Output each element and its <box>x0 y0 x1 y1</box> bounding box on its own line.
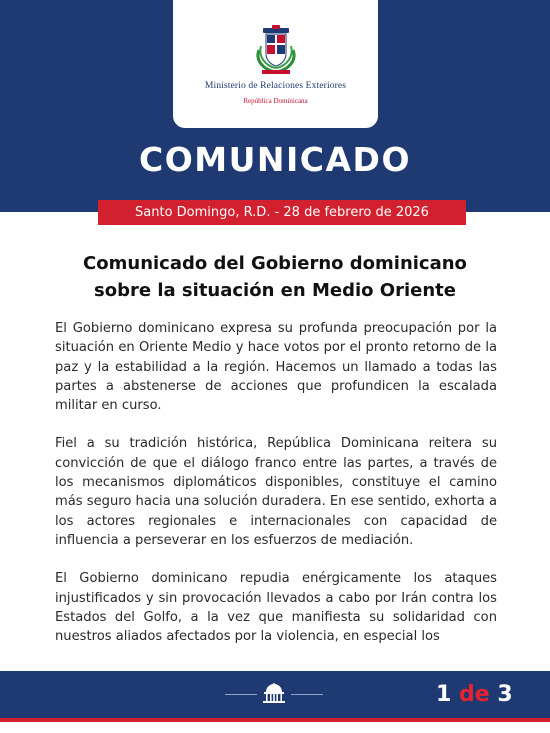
government-building-icon <box>262 683 286 705</box>
document-title <box>30 250 520 304</box>
ministry-subtitle: República Dominicana <box>243 97 308 105</box>
footer-divider-left <box>225 694 257 695</box>
ministry-name: Ministerio de Relaciones Exteriores <box>204 80 347 91</box>
paragraph: El Gobierno dominicano expresa su profunda preocupación por la situación en Oriente Medio y hace votos por el pronto retorno de la paz y la estabilidad a la región. Hacemos un llamado a todas las partes a abstenerse de acciones que profundicen la escalada militar en curso. <box>55 321 497 414</box>
footer-divider-right <box>291 694 323 695</box>
ministry-logo-card <box>173 0 378 128</box>
title-line-2: sobre la situación en Medio Oriente <box>94 280 456 301</box>
coat-of-arms-icon <box>253 24 299 76</box>
footer-stripe <box>0 718 550 722</box>
page-of: de <box>458 682 490 707</box>
page-indicator <box>436 682 513 710</box>
paragraph: El Gobierno dominicano repudia enérgicamente los ataques injustificados y sin provocación llevados a cabo por Irán contra los Estados del Golfo, a la vez que manifiesta su solidaridad con nuestros aliados afectados por la violencia, en especial los <box>55 571 497 645</box>
page-current: 1 <box>436 682 452 707</box>
page-total: 3 <box>497 682 513 707</box>
document-body <box>55 319 497 646</box>
headline: COMUNICADO <box>138 140 411 179</box>
date-banner: Santo Domingo, R.D. - 28 de febrero de 2026 <box>98 200 466 225</box>
title-line-1: Comunicado del Gobierno dominicano <box>83 253 467 274</box>
paragraph: Fiel a su tradición histórica, República Dominicana reitera su convicción de que el diálogo franco entre las partes, a través de los mecanismos diplomáticos disponibles, constituye el camino más seguro hacia una solución duradera. En ese sentido, exhorta a los actores regionales e internacionales con capacidad de influencia a perseverar en los esfuerzos de mediación. <box>55 436 497 548</box>
